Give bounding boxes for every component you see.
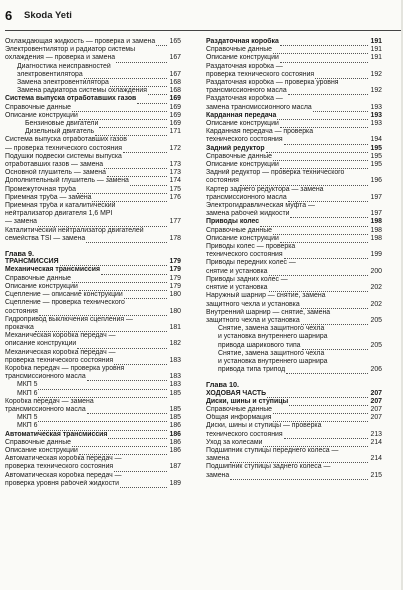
toc-entry: [5, 447, 181, 455]
toc-entry: [5, 71, 181, 79]
toc-entry: [5, 472, 181, 480]
toc-entry: [206, 422, 382, 430]
toc-entry: [206, 317, 382, 325]
toc-entry: [206, 284, 382, 292]
toc-page-number: 173: [169, 169, 181, 177]
toc-page-number: 169: [169, 95, 181, 103]
toc-entry: [206, 243, 382, 251]
toc-entry-title: Система выпуска отработавших газов: [5, 95, 137, 103]
toc-entry-title: Справочные данные: [206, 152, 272, 160]
toc-entry-title: защитного чехла и установка: [206, 300, 300, 308]
toc-entry-title: Автоматическая трансмиссия: [5, 430, 108, 438]
toc-entry: [5, 340, 181, 348]
toc-entry-title: Снятие, замена защитного чехла: [218, 325, 325, 333]
toc-entry: [5, 291, 181, 299]
toc-entry: [206, 136, 382, 144]
toc-entry: [5, 373, 181, 381]
toc-entry: [5, 79, 181, 87]
toc-entry-title: Замена электровентилятора: [17, 79, 109, 87]
toc-entry: [5, 398, 181, 406]
toc-page-number: 185: [169, 405, 181, 413]
toc-entry: [206, 120, 382, 128]
toc-page-number: 194: [370, 136, 382, 144]
toc-entry-title: семейства TSI — замена: [5, 234, 86, 242]
toc-entry-title: Справочные данные: [5, 438, 71, 446]
toc-entry: [206, 177, 382, 185]
toc-page-number: 183: [169, 381, 181, 389]
toc-page-number: 207: [370, 405, 382, 413]
toc-entry-title: Гидропривод выключения сцепления —: [5, 315, 133, 323]
toc-page-number: 187: [169, 463, 181, 471]
toc-entry: [5, 381, 181, 389]
toc-entry: [5, 439, 181, 447]
toc-entry-title: Подшипник ступицы переднего колеса —: [206, 446, 339, 454]
toc-entry: [5, 177, 181, 185]
toc-entry: [5, 218, 181, 226]
toc-page-number: 179: [169, 258, 181, 266]
toc-page-number: 202: [370, 300, 382, 308]
toc-page-number: 196: [370, 177, 382, 185]
toc-entry-title: прокачка: [5, 323, 34, 331]
toc-page-number: 198: [370, 218, 382, 226]
toc-entry: [5, 324, 181, 332]
toc-page-number: 167: [169, 54, 181, 62]
toc-page-number: 176: [169, 193, 181, 201]
chapter-heading: [206, 381, 382, 389]
toc-entry-title: состояния: [206, 177, 239, 185]
toc-column-left: [5, 38, 181, 488]
toc-entry-title: Общая информация: [206, 414, 272, 422]
toc-entry: [5, 161, 181, 169]
toc-entry-title: и установка внутреннего шарнира: [218, 333, 328, 341]
toc-entry-title: Диагностика неисправностей: [17, 62, 111, 70]
toc-entry-title: Справочные данные: [5, 103, 71, 111]
toc-entry: [206, 472, 382, 480]
toc-entry: [5, 390, 181, 398]
toc-entry-title: снятие и установка: [206, 267, 268, 275]
toc-entry: [206, 235, 382, 243]
toc-page-number: 185: [169, 414, 181, 422]
toc-entry: [5, 406, 181, 414]
toc-page-number: 198: [370, 234, 382, 242]
toc-entry: [206, 455, 382, 463]
toc-entry: [206, 301, 382, 309]
toc-entry-title: Глава 10.: [206, 381, 240, 390]
toc-entry: [206, 71, 382, 79]
toc-entry-title: Раздаточная коробка —: [206, 62, 283, 70]
toc-entry: [5, 275, 181, 283]
toc-entry: [206, 414, 382, 422]
toc-entry-title: Электровентилятор и радиатор системы: [5, 46, 136, 54]
toc-page-number: 172: [169, 144, 181, 152]
toc-entry-title: Автоматическая коробка передач —: [5, 471, 122, 479]
toc-entry-title: Задний редуктор: [206, 144, 265, 152]
toc-entry: [5, 186, 181, 194]
toc-page-number: 192: [370, 70, 382, 78]
toc-page-number: 191: [370, 54, 382, 62]
toc-entry: [5, 38, 181, 46]
page-header: [0, 0, 403, 34]
toc-entry: [206, 325, 382, 333]
toc-entry-title: трансмиссионного масла: [5, 405, 86, 413]
toc-page-number: 174: [169, 177, 181, 185]
toc-page-number: 169: [169, 111, 181, 119]
toc-page-number: 180: [169, 291, 181, 299]
toc-page-number: 186: [169, 438, 181, 446]
toc-page-number: 207: [370, 389, 382, 397]
chapter-heading: [5, 250, 181, 258]
toc-entry: [206, 95, 382, 103]
toc-section-heading: [5, 258, 181, 266]
toc-entry: [5, 463, 181, 471]
toc-entry-title: МКП 6: [17, 389, 38, 397]
toc-entry-title: технического состояния: [206, 136, 283, 144]
toc-entry-title: МКП 5: [17, 414, 38, 422]
toc-page-number: 207: [370, 414, 382, 422]
toc-entry: [206, 333, 382, 341]
toc-entry: [5, 63, 181, 71]
toc-entry: [5, 112, 181, 120]
toc-entry: [5, 194, 181, 202]
toc-page-number: 193: [370, 120, 382, 128]
toc-page-number: 215: [370, 471, 382, 479]
toc-entry: [206, 202, 382, 210]
toc-entry: [5, 227, 181, 235]
toc-entry: [206, 406, 382, 414]
toc-page-number: 168: [169, 79, 181, 87]
toc-entry-title: Снятие, замена защитного чехла: [218, 349, 325, 357]
toc-entry-title: Картер заднего редуктора — замена: [206, 185, 324, 193]
toc-entry-title: Приводы колес: [206, 218, 260, 226]
toc-page-number: 173: [169, 161, 181, 169]
toc-entry-title: проверка технического состояния: [5, 463, 114, 471]
toc-page-number: 195: [370, 144, 382, 152]
toc-entry: [206, 128, 382, 136]
toc-entry: [206, 350, 382, 358]
toc-section-heading: [206, 145, 382, 153]
toc-entry-title: Диски, шины и ступицы — проверка: [206, 422, 322, 430]
toc-entry: [206, 186, 382, 194]
toc-entry-title: замена рабочей жидкости: [206, 210, 290, 218]
toc-entry: [206, 79, 382, 87]
toc-entry: [206, 259, 382, 267]
toc-entry: [206, 54, 382, 62]
toc-page-number: 197: [370, 193, 382, 201]
toc-entry-title: Уход за колесами: [206, 438, 263, 446]
toc-entry-title: Механическая коробка передач —: [5, 332, 116, 340]
toc-entry-title: Сцепление — проверка технического: [5, 299, 125, 307]
toc-entry-title: Диски, шины и ступицы: [206, 397, 289, 405]
leader-dots: [230, 478, 368, 480]
toc-entry: [5, 365, 181, 373]
toc-entry-title: МКП 6: [17, 422, 38, 430]
toc-entry-title: Дополнительный глушитель — замена: [5, 177, 129, 185]
toc-entry-title: Подушки подвески системы выпуска: [5, 152, 122, 160]
toc-entry-title: Раздаточная коробка: [206, 38, 279, 45]
toc-entry-title: Справочные данные: [206, 405, 272, 413]
toc-column-right: [206, 38, 382, 480]
toc-page-number: 181: [169, 323, 181, 331]
toc-page-number: 178: [169, 234, 181, 242]
toc-entry-title: Описание конструкции: [206, 54, 279, 62]
toc-page-number: 186: [169, 430, 181, 438]
toc-entry-title: МКП 5: [17, 381, 38, 389]
toc-entry: [5, 104, 181, 112]
toc-page-number: 195: [370, 152, 382, 160]
toc-entry: [5, 169, 181, 177]
toc-page-number: 168: [169, 87, 181, 95]
toc-entry-title: замена: [206, 471, 230, 479]
toc-entry-title: Задний редуктор — проверка технического: [206, 169, 345, 177]
toc-page-number: 205: [370, 316, 382, 324]
toc-entry: [5, 332, 181, 340]
page-number: 6: [5, 8, 13, 23]
book-title: Skoda Yeti: [24, 10, 72, 21]
toc-entry-title: и установка внутреннего шарнира: [218, 357, 328, 365]
toc-page-number: 191: [370, 46, 382, 54]
toc-entry-title: Замена радиатора системы охлаждения: [17, 87, 147, 95]
toc-entry-title: ТРАНСМИССИЯ: [5, 258, 59, 266]
toc-entry-title: — проверка технического состояния: [5, 144, 122, 152]
toc-entry: [5, 87, 181, 95]
toc-entry-title: Охлаждающая жидкость — проверка и замена: [5, 38, 156, 45]
toc-entry: [206, 463, 382, 471]
toc-page-number: 177: [169, 218, 181, 226]
toc-entry: [5, 153, 181, 161]
toc-entry: [5, 210, 181, 218]
toc-entry-title: снятие и установка: [206, 284, 268, 292]
toc-entry-title: Коробка передач — замена: [5, 397, 94, 405]
toc-entry-title: Карданная передача: [206, 111, 277, 119]
toc-entry-title: ХОДОВАЯ ЧАСТЬ: [206, 389, 267, 397]
leader-dots: [286, 372, 368, 374]
toc-entry-title: Сцепление — описание конструкции: [5, 291, 123, 299]
toc-entry-title: Приемная труба — замена: [5, 193, 92, 201]
toc-page-number: 199: [370, 251, 382, 259]
toc-entry: [206, 227, 382, 235]
toc-page-number: 171: [169, 128, 181, 136]
toc-entry: [206, 153, 382, 161]
toc-page-number: 175: [169, 185, 181, 193]
toc-entry-title: Автоматическая коробка передач —: [5, 455, 122, 463]
toc-entry-title: Приводы колес — проверка: [206, 243, 296, 251]
toc-entry: [206, 46, 382, 54]
toc-entry: [5, 308, 181, 316]
toc-entry-title: технического состояния: [206, 251, 283, 259]
header-rule: [5, 30, 403, 31]
toc-page-number: 202: [370, 284, 382, 292]
toc-page-number: 206: [370, 366, 382, 374]
toc-entry-title: Система выпуска отработавших газов: [5, 136, 127, 144]
toc-entry-title: Бензиновые двигатели: [25, 120, 99, 128]
toc-section-heading: [206, 390, 382, 398]
toc-section-heading: [5, 266, 181, 274]
toc-page-number: 193: [370, 103, 382, 111]
toc-page-number: 169: [169, 103, 181, 111]
toc-entry-title: замена: [206, 455, 230, 463]
toc-entry-title: привода шарикового типа: [218, 341, 301, 349]
toc-entry: [206, 63, 382, 71]
toc-entry-title: привода типа трипод: [218, 366, 286, 374]
toc-entry-title: Справочные данные: [206, 226, 272, 234]
toc-section-heading: [206, 398, 382, 406]
toc-section-heading: [206, 112, 382, 120]
toc-entry-title: Приводы передних колес —: [206, 259, 296, 267]
toc-page-number: 167: [169, 70, 181, 78]
toc-entry-title: трансмиссионного масла: [206, 87, 287, 95]
toc-entry-title: Наружный шарнир — снятие, замена: [206, 292, 326, 300]
toc-page-number: 165: [169, 38, 181, 45]
toc-entry-title: Механическая коробка передач —: [5, 348, 116, 356]
toc-entry-title: замена трансмиссионного масла: [206, 103, 312, 111]
toc-entry: [206, 87, 382, 95]
toc-page-number: 186: [169, 422, 181, 430]
toc-entry-title: состояния: [5, 307, 38, 315]
toc-entry: [5, 422, 181, 430]
toc-entry: [206, 342, 382, 350]
toc-entry-title: проверка уровня рабочей жидкости: [5, 479, 120, 487]
toc-entry-title: Раздаточная коробка —: [206, 95, 283, 103]
toc-entry: [5, 202, 181, 210]
toc-entry-title: Электрогидравлическая муфта —: [206, 202, 315, 210]
toc-entry-title: Промежуточная труба: [5, 185, 76, 193]
toc-page-number: 205: [370, 341, 382, 349]
toc-entry: [206, 431, 382, 439]
toc-page-number: 192: [370, 87, 382, 95]
toc-entry-title: электровентилятора: [17, 70, 83, 78]
toc-page-number: 179: [169, 274, 181, 282]
toc-section-heading: [5, 95, 181, 103]
toc-entry: [5, 299, 181, 307]
toc-entry: [206, 447, 382, 455]
leader-dots: [120, 486, 167, 488]
toc-entry-title: охлаждения — проверка и замена: [5, 54, 116, 62]
toc-entry: [206, 309, 382, 317]
toc-entry-title: Приводы задних колес —: [206, 275, 288, 283]
toc-entry: [5, 128, 181, 136]
toc-entry-title: Описание конструкции: [5, 446, 78, 454]
toc-page-number: 214: [370, 455, 382, 463]
toc-entry: [5, 46, 181, 54]
toc-entry-title: трансмиссионного масла: [206, 193, 287, 201]
toc-entry-title: Справочные данные: [206, 46, 272, 54]
toc-entry-title: — замена: [5, 218, 38, 226]
toc-entry: [206, 104, 382, 112]
toc-page-number: 185: [169, 389, 181, 397]
toc-page-number: 180: [169, 307, 181, 315]
toc-entry-title: Каталитический нейтрализатор двигателей: [5, 226, 144, 234]
toc-entry: [5, 283, 181, 291]
toc-entry-title: Раздаточная коробка — проверка уровня: [206, 79, 339, 87]
toc-entry-title: технического состояния: [206, 430, 283, 438]
toc-entry-title: защитного чехла и установка: [206, 316, 300, 324]
toc-entry: [5, 349, 181, 357]
toc-entry: [5, 414, 181, 422]
toc-page-number: 191: [370, 38, 382, 45]
toc-entry-title: Дизельный двигатель: [25, 128, 95, 136]
toc-page-number: 197: [370, 210, 382, 218]
toc-page-number: 213: [370, 430, 382, 438]
toc-entry-title: Внутренний шарнир — снятие, замена: [206, 308, 331, 316]
toc-entry-title: Основной глушитель — замена: [5, 169, 106, 177]
toc-entry: [5, 480, 181, 488]
toc-entry-title: трансмиссионного масла: [5, 373, 86, 381]
toc-entry: [206, 358, 382, 366]
toc-entry-title: проверка технического состояния: [5, 356, 114, 364]
toc-page-number: 179: [169, 266, 181, 274]
toc-entry-title: описание конструкции: [5, 340, 77, 348]
toc-page-number: 193: [370, 111, 382, 119]
toc-entry: [206, 169, 382, 177]
toc-entry-title: проверка технического состояния: [206, 70, 315, 78]
toc-entry-title: Глава 9.: [5, 250, 35, 259]
toc-page-number: 179: [169, 282, 181, 290]
toc-entry: [206, 268, 382, 276]
toc-entry: [206, 161, 382, 169]
toc-entry: [206, 439, 382, 447]
toc-entry: [206, 194, 382, 202]
toc-entry: [206, 292, 382, 300]
toc-entry: [5, 235, 181, 243]
toc-page-number: 186: [169, 446, 181, 454]
toc-page-number: 195: [370, 161, 382, 169]
toc-entry: [5, 145, 181, 153]
toc-entry-title: нейтрализатор двигателя 1,6 MPI: [5, 210, 113, 218]
toc-entry-title: Описание конструкции: [206, 234, 279, 242]
toc-entry: [206, 276, 382, 284]
toc-page-number: 182: [169, 340, 181, 348]
toc-entry-title: Механическая трансмиссия: [5, 266, 100, 274]
toc-entry: [5, 316, 181, 324]
toc-entry: [5, 357, 181, 365]
toc-entry-title: Справочные данные: [5, 274, 71, 282]
toc-entry-title: Карданная передача — проверка: [206, 128, 314, 136]
toc-entry: [206, 251, 382, 259]
toc-section-heading: [5, 431, 181, 439]
toc-page-number: 183: [169, 373, 181, 381]
toc-entry: [5, 455, 181, 463]
toc-page-number: 200: [370, 267, 382, 275]
toc-page-number: 169: [169, 120, 181, 128]
toc-entry-title: отработавших газов — замена: [5, 161, 104, 169]
toc-entry-title: Коробка передач — проверка уровня: [5, 364, 125, 372]
toc-entry: [5, 120, 181, 128]
toc-entry-title: Описание конструкции: [5, 111, 78, 119]
toc-entry-title: Описание конструкции: [206, 120, 279, 128]
toc-entry-title: Описание конструкции: [5, 282, 78, 290]
toc-entry: [5, 54, 181, 62]
toc-entry-title: Приемная труба и каталитический: [5, 202, 116, 210]
toc-page-number: 189: [169, 479, 181, 487]
toc-page-number: 207: [370, 397, 382, 405]
leader-dots: [86, 241, 167, 243]
toc-section-heading: [206, 218, 382, 226]
toc-entry: [206, 210, 382, 218]
toc-entry: [5, 136, 181, 144]
toc-entry-title: Описание конструкции: [206, 161, 279, 169]
toc-page-number: 214: [370, 438, 382, 446]
toc-page-number: 183: [169, 356, 181, 364]
toc-entry-title: Подшипник ступицы заднего колеса —: [206, 463, 331, 471]
toc-page-number: 198: [370, 226, 382, 234]
toc-entry: [206, 366, 382, 374]
toc-section-heading: [206, 38, 382, 46]
